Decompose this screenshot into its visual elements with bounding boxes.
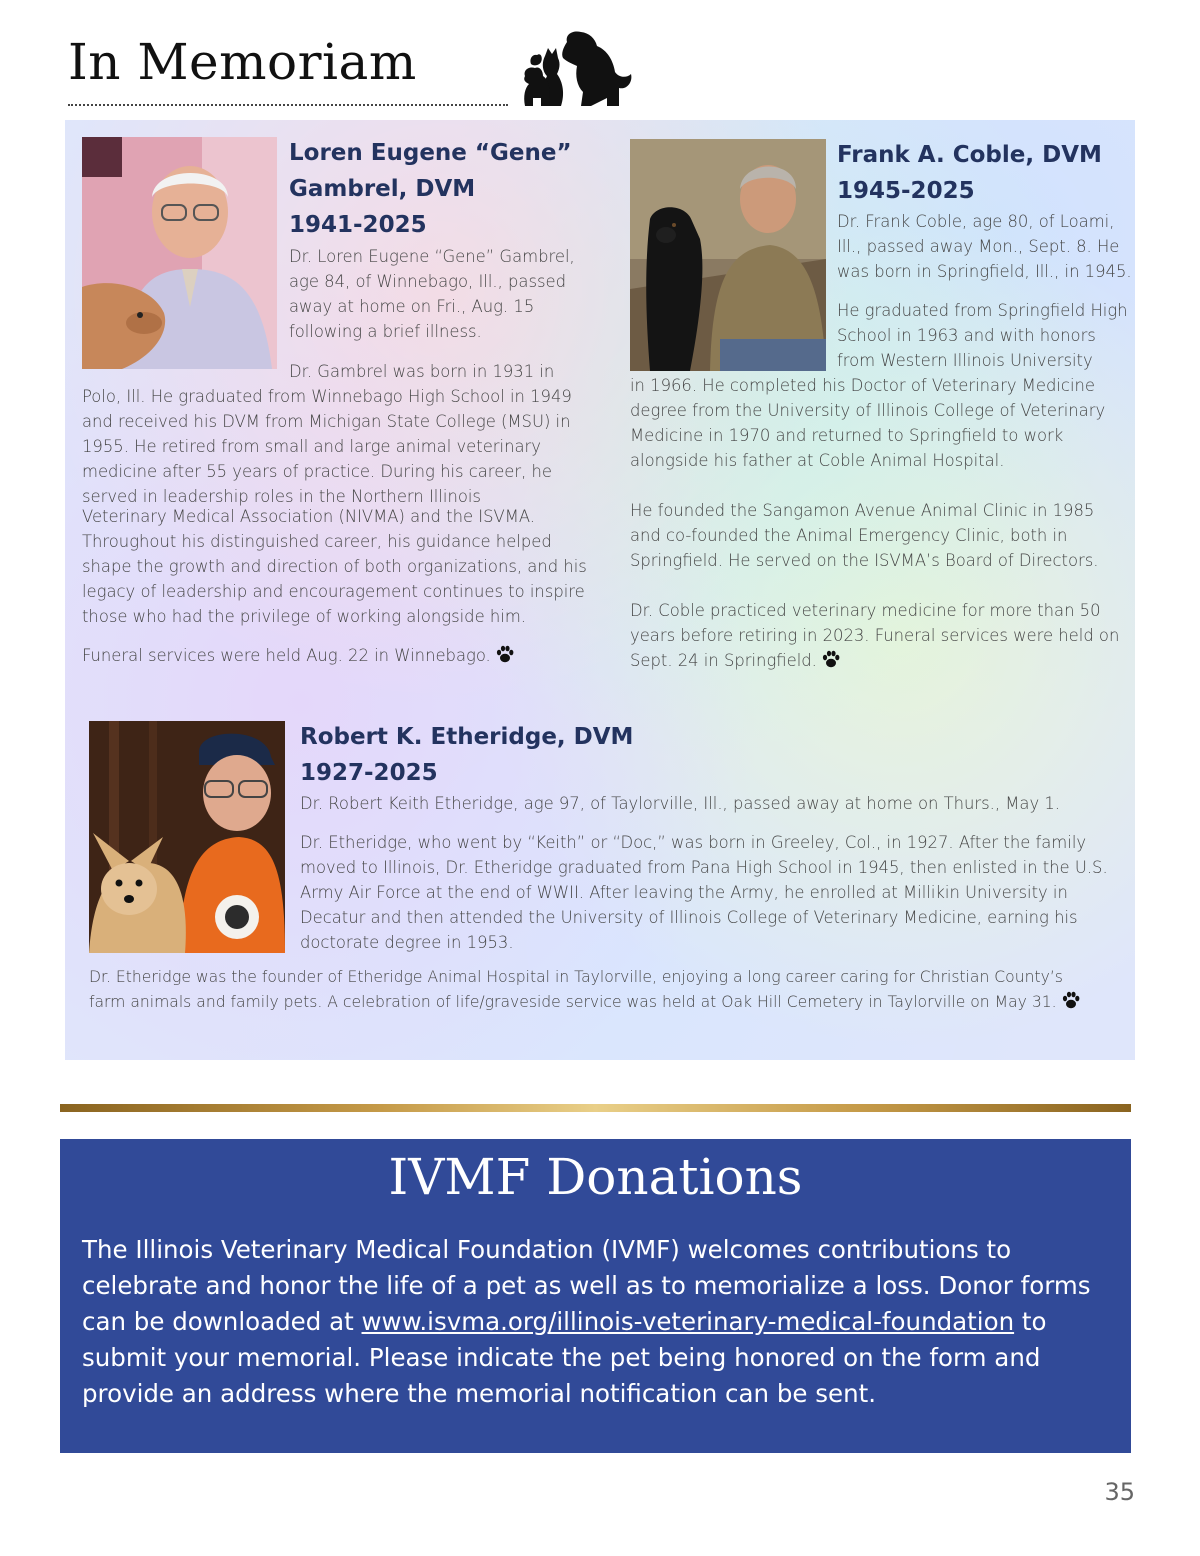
- text-line: Ill., passed away Mon., Sept. 8. He: [837, 237, 1120, 256]
- memorial-name-gambrel: [289, 135, 609, 243]
- text-line: moved to Illinois, Dr. Etheridge graduated from Pana High School in 1945, then enlisted in the U.S.: [300, 858, 1108, 877]
- photo-etheridge: [89, 721, 285, 953]
- text-line: Polo, Ill. He graduated from Winnebago High School in 1949: [82, 387, 572, 406]
- text-line: alongside his father at Coble Animal Hospital.: [630, 451, 1005, 470]
- memorial-body-gambrel-wide: [82, 384, 587, 668]
- donations-box: [60, 1139, 1131, 1453]
- text-line: Springfield. He served on the ISVMA’s Board of Directors.: [630, 551, 1099, 570]
- text-line: age 84, of Winnebago, Ill., passed: [289, 272, 567, 291]
- memorial-body-gambrel-cont: [289, 359, 554, 384]
- text-line: Dr. Coble practiced veterinary medicine for more than 50: [630, 601, 1101, 620]
- text-line: doctorate degree in 1953.: [300, 933, 514, 952]
- donations-text-before: The Illinois Veterinary Medical Foundation (IVMF) welcomes contributions to celebrate and honor the life of a pet as well as to memorialize a loss. Donor forms can be downloaded at: [82, 1235, 1091, 1336]
- pets-silhouette-icon: [515, 30, 633, 110]
- donations-title: IVMF Donations: [388, 1148, 803, 1206]
- photo-gambrel: [82, 137, 277, 369]
- text-line: Dr. Robert Keith Etheridge, age 97, of Taylorville, Ill., passed away at home on Thurs., May 1.: [300, 794, 1061, 813]
- text-line: medicine after 55 years of practice. During his career, he: [82, 462, 552, 481]
- memorial-years: 1941-2025: [289, 212, 427, 238]
- text-line-end: [89, 990, 1081, 1015]
- text-line: and co-founded the Animal Emergency Clinic, both in: [630, 526, 1068, 545]
- text-line: years before retiring in 2023. Funeral services were held on: [630, 626, 1120, 645]
- gold-divider: [60, 1104, 1131, 1112]
- memorial-name-coble: [837, 137, 1135, 209]
- paw-print-icon: [495, 644, 515, 664]
- memorial-panel: [65, 120, 1135, 1060]
- text-line: those who had the privilege of working alongside him.: [82, 607, 527, 626]
- text-line: He founded the Sangamon Avenue Animal Clinic in 1985: [630, 501, 1095, 520]
- text-line: Throughout his distinguished career, his guidance helped: [82, 532, 552, 551]
- text-line: legacy of leadership and encouragement continues to inspire: [82, 582, 585, 601]
- memorial-body-coble-wide: [630, 373, 1119, 673]
- text-line: Army Air Force at the end of WWII. After leaving the Army, he enrolled at Millikin University in: [300, 883, 1068, 902]
- name-line-1: Robert K. Etheridge, DVM: [300, 724, 634, 750]
- memorial-body-gambrel: [289, 244, 575, 344]
- text-line: Dr. Etheridge, who went by “Keith” or “Doc,” was born in Greeley, Col., in 1927. After the family: [300, 833, 1087, 852]
- memorial-body-etheridge: [300, 791, 1108, 955]
- memorial-years: 1945-2025: [837, 178, 975, 204]
- text-line: Dr. Gambrel was born in 1931 in: [289, 362, 555, 381]
- text-line: 1955. He retired from small and large animal veterinary: [82, 437, 541, 456]
- name-line-1: Frank A. Coble, DVM: [837, 142, 1102, 168]
- name-line-2: Gambrel, DVM: [289, 176, 476, 202]
- closing-text: farm animals and family pets. A celebration of life/graveside service was held at Oak Hill Cemetery in Taylorville on May 31.: [89, 993, 1057, 1011]
- closing-text: Sept. 24 in Springfield.: [630, 651, 817, 670]
- paw-print-icon: [821, 649, 841, 669]
- page-number: 35: [1104, 1478, 1135, 1506]
- text-line: away at home on Fri., Aug. 15: [289, 297, 535, 316]
- text-line: shape the growth and direction of both organizations, and his: [82, 557, 587, 576]
- paw-print-icon: [1061, 990, 1081, 1010]
- text-line: degree from the University of Illinois College of Veterinary: [630, 401, 1106, 420]
- name-line-1: Loren Eugene “Gene”: [289, 140, 572, 166]
- donations-text: [82, 1232, 1122, 1412]
- text-line: was born in Springfield, Ill., in 1945.: [837, 262, 1132, 281]
- text-line: served in leadership roles in the Northern Illinois: [82, 487, 481, 506]
- title-divider: [68, 104, 508, 106]
- text-line: He graduated from Springfield High: [837, 301, 1128, 320]
- memorial-name-etheridge: [300, 719, 800, 791]
- memorial-body-etheridge-wide: [89, 965, 1081, 1015]
- text-line-end: [82, 643, 587, 668]
- donations-text-after: to submit your memorial. Please indicate the pet being honored on the form and provide an address where the memorial notification can be sent.: [82, 1307, 1047, 1408]
- text-line: Dr. Frank Coble, age 80, of Loami,: [837, 212, 1115, 231]
- memorial-body-coble: [837, 209, 1132, 373]
- text-line: in 1966. He completed his Doctor of Veterinary Medicine: [630, 376, 1095, 395]
- text-line: and received his DVM from Michigan State College (MSU) in: [82, 412, 571, 431]
- text-line-end: [630, 648, 1119, 673]
- text-line: following a brief illness.: [289, 322, 482, 341]
- text-line: Veterinary Medical Association (NIVMA) and the ISVMA.: [82, 507, 535, 526]
- text-line: Decatur and then attended the University of Illinois College of Veterinary Medicine, earning his: [300, 908, 1078, 927]
- text-line: Dr. Loren Eugene “Gene” Gambrel,: [289, 247, 575, 266]
- donations-link[interactable]: www.isvma.org/illinois-veterinary-medical-foundation: [361, 1307, 1015, 1336]
- text-line: Dr. Etheridge was the founder of Etheridge Animal Hospital in Taylorville, enjoying a long career caring for Christian County’s: [89, 968, 1063, 986]
- memorial-years: 1927-2025: [300, 760, 438, 786]
- text-line: from Western Illinois University: [837, 351, 1093, 370]
- text-line: School in 1963 and with honors: [837, 326, 1096, 345]
- text-line: Medicine in 1970 and returned to Springfield to work: [630, 426, 1064, 445]
- closing-text: Funeral services were held Aug. 22 in Winnebago.: [82, 646, 491, 665]
- page-title: In Memoriam: [68, 33, 417, 91]
- photo-coble: [630, 139, 826, 371]
